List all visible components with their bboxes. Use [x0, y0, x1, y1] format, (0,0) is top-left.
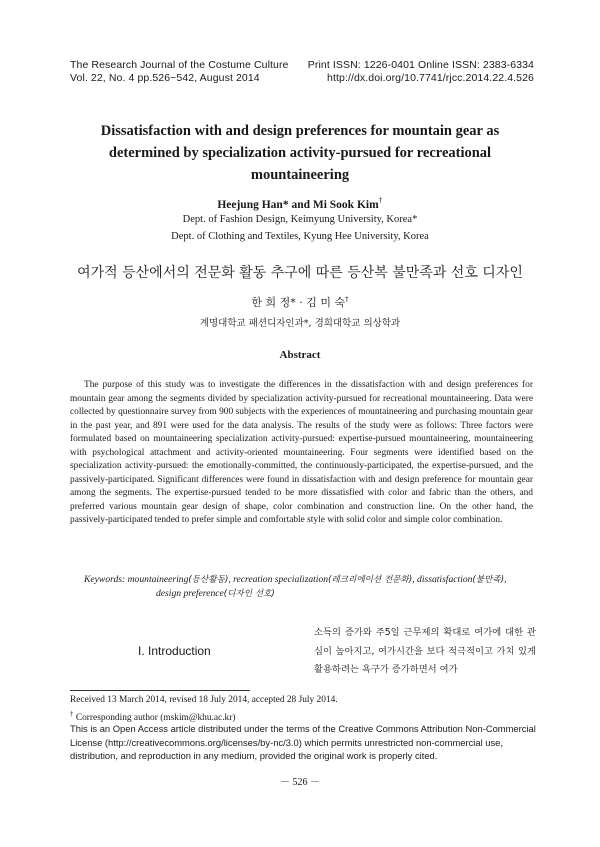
abstract-heading: Abstract [279, 349, 321, 361]
footnote-license: This is an Open Access article distributed under the terms of the Creative Commons Attribution Non-Commercial License (http://creativecommons.org/licenses/by-nc/3.0) which permits unrestricted non-commercial use, distribution, and reproduction in any medium, provided the original work is properly cited. [70, 723, 536, 761]
keyword: dissatisfaction [417, 574, 473, 585]
authors [70, 196, 530, 211]
keyword-korean: (디자인 선호) [223, 589, 275, 599]
korean-title: 여가적 등산에서의 전문화 활동 추구에 따른 등산복 불만족과 선호 디자인 [77, 265, 523, 281]
keyword-korean: (불만족) [472, 575, 505, 585]
section-body: 소득의 증가와 주5일 근무제의 확대로 여가에 대한 관심이 높아지고, 여가시간을 보다 적극적이고 가치 있게 활용하려는 욕구가 증가하면서 여가 [314, 627, 536, 675]
keyword-separator: , [228, 574, 234, 585]
paper-title [70, 120, 530, 186]
dagger-mark: † [345, 295, 349, 304]
footnote-received: Received 13 March 2014, revised 18 July 2014, accepted 28 July 2014. [70, 695, 338, 705]
dagger-mark: † [378, 196, 383, 205]
keyword: recreation specialization [233, 574, 329, 585]
keyword: mountaineering [127, 574, 189, 585]
title-line: determined by specialization activity-pursued for recreational [108, 145, 492, 161]
dagger-mark: † [70, 710, 74, 718]
corresponding-author: Corresponding author (mskim@khu.ac.kr) [75, 713, 236, 724]
author-names: Heejung Han* and Mi Sook Kim [217, 198, 379, 211]
page-number: － 526 － [280, 777, 320, 788]
keyword-korean: (레크리에이션 전문화) [328, 575, 413, 585]
keywords [84, 573, 534, 601]
abstract-text: The purpose of this study was to investigate the differences in the dissatisfaction with and design preferences for mountain gear among the segments divided by specialization activity-pursued for recreational mountaineering. Data were collected by questionnaire survey from 900 subjects with the experiences of mountaineering and purchasing mountain gear in the past year, and 891 were used for the data analysis. The results of the study were as follows: Three factors were formulated based on mountaineering specialization activity-pursued: expertise-pursued mountaineering, mountaineering with psychological attachment and activity-oriented mountaineering. Four segments were identified based on the specialization activity-pursued: the emotionally-committed, the continuously-participated, the expertise-pursued, and the passively-participated. Significant differences were found in dissatisfaction with and design preference for mountain gear among the segments. The expertise-pursued tended to be more dissatisfied with color and fabric than the others, and preferred various mountain gear design of shape, color combination and construction line. On the other hand, the passively-participated tended to prefer simple and comfortable style with solid color and simple color combination. [70, 380, 533, 525]
korean-author-names: 한 희 정* · 김 미 숙 [251, 296, 346, 309]
issn: Print ISSN: 1226-0401 Online ISSN: 2383-6334 [307, 59, 534, 71]
volume-info: Vol. 22, No. 4 pp.526~542, August 2014 [70, 72, 260, 84]
keyword-separator: , [412, 574, 418, 585]
affiliation-1: Dept. of Fashion Design, Keimyung University, Korea* [182, 214, 418, 225]
title-line: Dissatisfaction with and design preferences for mountain gear as [100, 123, 500, 139]
title-line: mountaineering [250, 167, 350, 183]
keyword-separator: , [504, 574, 507, 585]
keyword-korean: (등산활동) [188, 575, 229, 585]
keyword: design preference [156, 588, 224, 599]
korean-authors [70, 294, 530, 310]
korean-affiliations: 계명대학교 패션디자인과*, 경희대학교 의상학과 [199, 318, 401, 329]
section-heading: I. Introduction [138, 644, 211, 658]
journal-name: The Research Journal of the Costume Culture [70, 59, 289, 71]
doi-link[interactable]: http://dx.doi.org/10.7741/rjcc.2014.22.4.526 [327, 72, 534, 84]
footnote-rule [70, 690, 250, 691]
affiliation-2: Dept. of Clothing and Textiles, Kyung Hee University, Korea [171, 231, 429, 242]
keywords-label: Keywords: [84, 574, 126, 585]
